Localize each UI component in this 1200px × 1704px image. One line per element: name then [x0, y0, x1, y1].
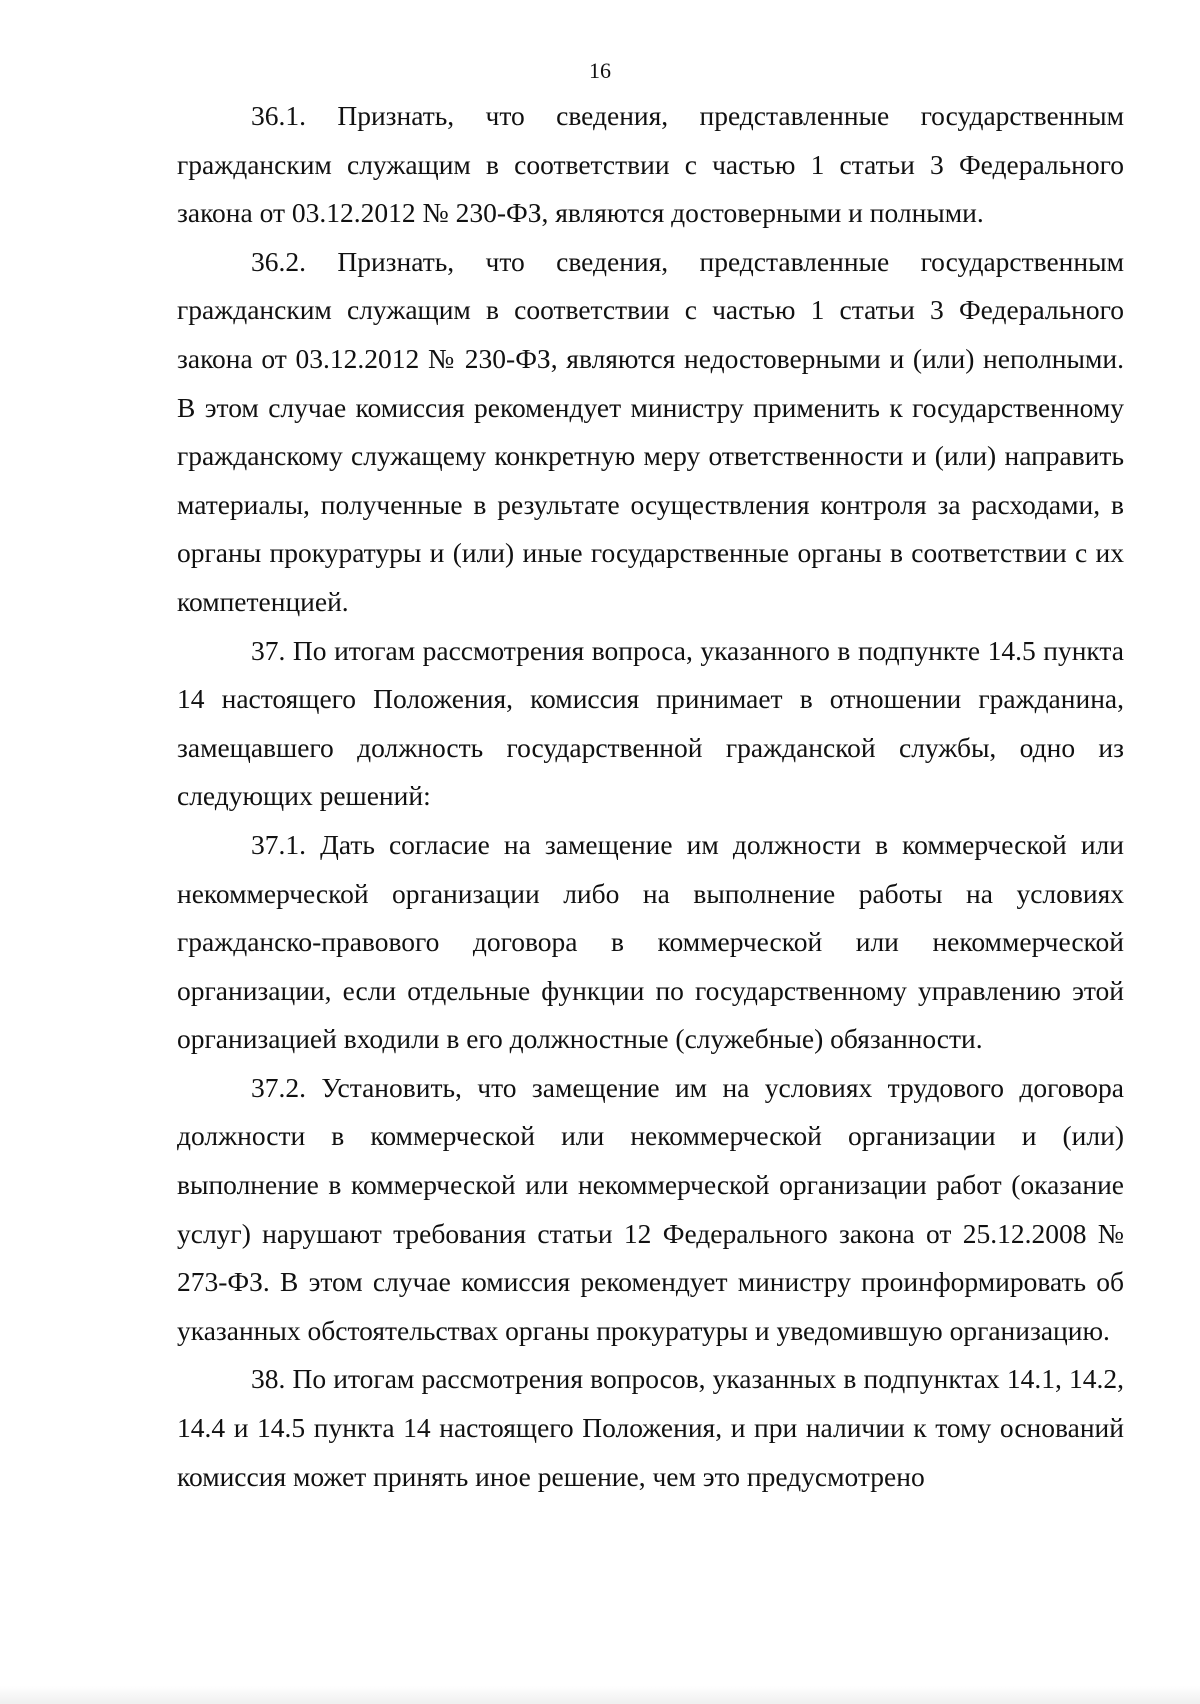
paragraph-36-1: 36.1. Признать, что сведения, представленные государственным гражданским служащим в соответствии с частью 1 статьи 3 Федерального закона от 03.12.2012 № 230-ФЗ, являются достоверными и полными.	[177, 100, 1124, 229]
paragraph-37: 37. По итогам рассмотрения вопроса, указанного в подпункте 14.5 пункта 14 настоящего Положения, комиссия принимает в отношении гражданина, замещавшего должность государственной гражданской службы, одно из следующих решений:	[177, 634, 1124, 812]
page-number: 16	[589, 58, 611, 83]
paragraph-36-2: 36.2. Признать, что сведения, представленные государственным гражданским служащим в соответствии с частью 1 статьи 3 Федерального закона от 03.12.2012 № 230-ФЗ, являются недостоверными и (или) неполными. В этом случае комиссия рекомендует министру применить к государственному гражданскому служащему конкретную меру ответственности и (или) направить материалы, полученные в результате осуществления контроля за расходами, в органы прокуратуры и (или) иные государственные органы в соответствии с их компетенцией.	[177, 245, 1124, 617]
paragraph-37-1: 37.1. Дать согласие на замещение им должности в коммерческой или некоммерческой организации либо на выполнение работы на условиях гражданско-правового договора в коммерческой или некоммерческой организации, если отдельные функции по государственному управлению этой организацией входили в его должностные (служебные) обязанности.	[177, 828, 1124, 1055]
paragraph-38: 38. По итогам рассмотрения вопросов, указанных в подпунктах 14.1, 14.2, 14.4 и 14.5 пункта 14 настоящего Положения, и при наличии к тому оснований комиссия может принять иное решение, чем это предусмотрено	[177, 1363, 1124, 1492]
paragraph-37-2: 37.2. Установить, что замещение им на условиях трудового договора должности в коммерческой или некоммерческой организации и (или) выполнение в коммерческой или некоммерческой организации работ (оказание услуг) нарушают требования статьи 12 Федерального закона от 25.12.2008 № 273-ФЗ. В этом случае комиссия рекомендует министру проинформировать об указанных обстоятельствах органы прокуратуры и уведомившую организацию.	[177, 1071, 1124, 1346]
document-body	[177, 92, 1124, 1501]
scan-bottom-edge	[0, 1686, 1200, 1704]
